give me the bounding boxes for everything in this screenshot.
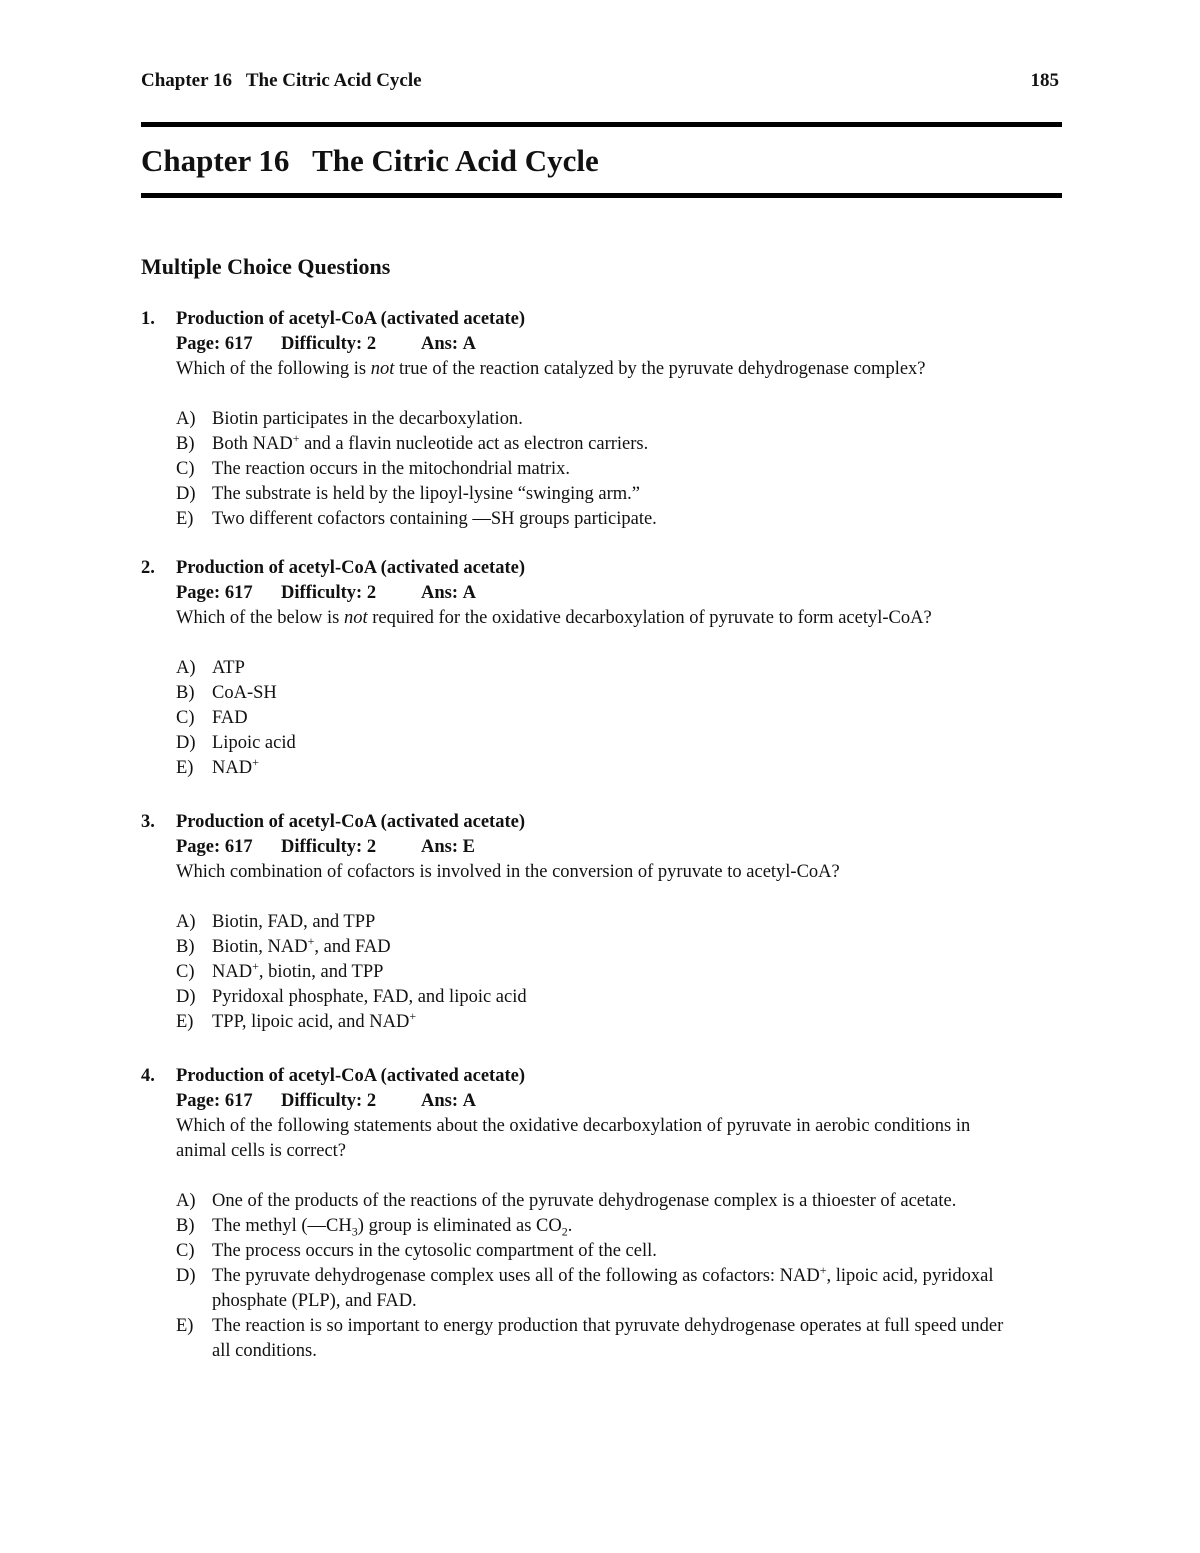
- option-c: [176, 960, 1061, 985]
- question-meta: [176, 332, 1061, 357]
- answer-value: A: [462, 1091, 477, 1111]
- question-4: [141, 1064, 1061, 1364]
- option-b: [176, 1214, 1026, 1239]
- question-header: [141, 810, 1061, 835]
- question-meta: [176, 1089, 1061, 1114]
- question-stem: [176, 357, 1061, 382]
- option-text: and a flavin nucleotide act as electron carriers.: [299, 434, 649, 454]
- difficulty-value: 2: [366, 334, 377, 354]
- option-text: TPP, lipoic acid, and NAD: [212, 1012, 410, 1032]
- difficulty-label: Difficulty:: [281, 583, 363, 603]
- option-a: [176, 910, 1061, 935]
- difficulty-label: Difficulty:: [281, 1091, 363, 1111]
- question-2: [141, 556, 1061, 781]
- option-a: [176, 656, 1061, 681]
- question-1: [141, 307, 1061, 532]
- superscript: +: [252, 958, 259, 973]
- section-title: Multiple Choice Questions: [141, 254, 391, 279]
- answer-label: Ans:: [421, 583, 459, 603]
- option-text: One of the products of the reactions of the pyruvate dehydrogenase complex is a thioester of acetate.: [212, 1191, 957, 1211]
- option-text: Biotin, NAD: [212, 937, 308, 957]
- superscript: +: [252, 754, 259, 769]
- question-number: 4.: [141, 1066, 155, 1086]
- option-text: Biotin participates in the decarboxylation.: [212, 409, 523, 429]
- option-d: [176, 482, 1061, 507]
- stem-text: true of the reaction catalyzed by the pyruvate dehydrogenase complex?: [394, 359, 926, 379]
- option-c: [176, 457, 1061, 482]
- option-list: [176, 910, 1061, 1035]
- option-letter: E): [176, 758, 194, 778]
- answer-value: E: [462, 837, 475, 857]
- page-value: 617: [224, 1091, 253, 1111]
- option-letter: C): [176, 708, 195, 728]
- option-letter: B): [176, 683, 195, 703]
- stem-emphasis: not: [344, 608, 368, 628]
- option-text: Biotin, FAD, and TPP: [212, 912, 376, 932]
- option-list: [176, 407, 1061, 532]
- option-letter: B): [176, 937, 195, 957]
- stem-emphasis: not: [370, 359, 395, 379]
- option-b: [176, 432, 1061, 457]
- option-text: The pyruvate dehydrogenase complex uses all of the following as cofactors: NAD: [212, 1266, 820, 1286]
- option-text: The substrate is held by the lipoyl-lysine “swinging arm.”: [212, 484, 640, 504]
- page-label: Page:: [176, 1091, 221, 1111]
- option-d: [176, 731, 1061, 756]
- question-header: [141, 1064, 1061, 1089]
- question-topic: Production of acetyl-CoA (activated acetate): [176, 812, 525, 832]
- answer-label: Ans:: [421, 1091, 459, 1111]
- option-list: [176, 656, 1061, 781]
- stem-text: Which of the below is: [176, 608, 344, 628]
- difficulty-label: Difficulty:: [281, 334, 363, 354]
- option-a: [176, 407, 1061, 432]
- title-rule-bottom: [141, 193, 1062, 198]
- option-letter: D): [176, 1266, 196, 1286]
- option-letter: A): [176, 912, 196, 932]
- option-text: CoA-SH: [212, 683, 277, 703]
- option-letter: E): [176, 509, 194, 529]
- answer-label: Ans:: [421, 837, 459, 857]
- superscript: +: [819, 1262, 827, 1277]
- page-value: 617: [224, 837, 253, 857]
- question-topic: Production of acetyl-CoA (activated acetate): [176, 1066, 525, 1086]
- difficulty-value: 2: [366, 583, 377, 603]
- option-letter: D): [176, 733, 196, 753]
- option-text: NAD: [212, 962, 253, 982]
- option-text: , lipoic acid, pyridoxal phosphate (PLP), and FAD.: [212, 1266, 994, 1311]
- option-letter: A): [176, 1191, 196, 1211]
- option-e: [176, 1314, 1026, 1364]
- superscript: +: [292, 430, 300, 445]
- stem-text: Which of the following is: [176, 359, 371, 379]
- option-b: [176, 681, 1061, 706]
- stem-text: required for the oxidative decarboxylation of pyruvate to form acetyl-CoA?: [367, 608, 932, 628]
- option-letter: D): [176, 484, 196, 504]
- option-text: Lipoic acid: [212, 733, 296, 753]
- option-letter: B): [176, 434, 195, 454]
- question-stem: Which combination of cofactors is involved in the conversion of pyruvate to acetyl-CoA?: [176, 862, 840, 882]
- question-meta: [176, 835, 1061, 860]
- chapter-title: Chapter 16 The Citric Acid Cycle: [141, 143, 599, 178]
- answer-value: A: [462, 583, 477, 603]
- page-label: Page:: [176, 334, 221, 354]
- answer-label: Ans:: [421, 334, 459, 354]
- question-topic: Production of acetyl-CoA (activated acetate): [176, 309, 525, 329]
- question-stem: [176, 606, 1061, 631]
- answer-value: A: [462, 334, 477, 354]
- option-c: [176, 706, 1061, 731]
- option-letter: C): [176, 962, 195, 982]
- page-number: 185: [1030, 70, 1059, 91]
- running-header-title: Chapter 16 The Citric Acid Cycle: [141, 70, 422, 91]
- option-e: [176, 1010, 1061, 1035]
- option-list: [176, 1189, 1026, 1364]
- question-3: [141, 810, 1061, 1035]
- option-e: [176, 507, 1061, 532]
- option-letter: D): [176, 987, 196, 1007]
- option-text: The reaction is so important to energy production that pyruvate dehydrogenase operates at full speed under all conditions.: [212, 1316, 1004, 1361]
- option-text: Two different cofactors containing —SH groups participate.: [212, 509, 657, 529]
- option-d: [176, 1264, 1026, 1314]
- question-header: [141, 307, 1061, 332]
- option-text: The process occurs in the cytosolic compartment of the cell.: [212, 1241, 657, 1261]
- option-a: [176, 1189, 1026, 1214]
- option-letter: C): [176, 1241, 195, 1261]
- option-text: NAD: [212, 758, 253, 778]
- question-number: 2.: [141, 558, 155, 578]
- option-c: [176, 1239, 1026, 1264]
- option-letter: E): [176, 1012, 194, 1032]
- option-text: .: [567, 1216, 573, 1236]
- option-letter: C): [176, 459, 195, 479]
- option-text: ATP: [212, 658, 245, 678]
- running-header: [141, 70, 1059, 96]
- superscript: +: [307, 933, 315, 948]
- difficulty-value: 2: [366, 1091, 377, 1111]
- option-text: Pyridoxal phosphate, FAD, and lipoic acid: [212, 987, 527, 1007]
- option-text: The methyl (—CH: [212, 1216, 352, 1236]
- superscript: +: [409, 1008, 417, 1023]
- question-stem: Which of the following statements about the oxidative decarboxylation of pyruvate in aerobic conditions in animal cells is correct?: [176, 1116, 971, 1161]
- option-d: [176, 985, 1061, 1010]
- option-b: [176, 935, 1061, 960]
- option-text: Both NAD: [212, 434, 293, 454]
- question-meta: [176, 581, 1061, 606]
- option-letter: A): [176, 658, 196, 678]
- option-letter: A): [176, 409, 196, 429]
- question-number: 3.: [141, 812, 155, 832]
- option-text: ) group is eliminated as CO: [357, 1216, 562, 1236]
- page-value: 617: [224, 583, 253, 603]
- question-number: 1.: [141, 309, 155, 329]
- difficulty-label: Difficulty:: [281, 837, 363, 857]
- page-value: 617: [224, 334, 253, 354]
- option-letter: E): [176, 1316, 194, 1336]
- page-label: Page:: [176, 837, 221, 857]
- option-text: , and FAD: [314, 937, 391, 957]
- subscript: 3: [351, 1224, 358, 1239]
- question-topic: Production of acetyl-CoA (activated acetate): [176, 558, 525, 578]
- option-letter: B): [176, 1216, 195, 1236]
- option-text: FAD: [212, 708, 248, 728]
- option-e: [176, 756, 1061, 781]
- page-label: Page:: [176, 583, 221, 603]
- title-rule-top: [141, 122, 1062, 127]
- question-header: [141, 556, 1061, 581]
- subscript: 2: [561, 1224, 568, 1239]
- difficulty-value: 2: [366, 837, 377, 857]
- option-text: , biotin, and TPP: [258, 962, 384, 982]
- option-text: The reaction occurs in the mitochondrial matrix.: [212, 459, 571, 479]
